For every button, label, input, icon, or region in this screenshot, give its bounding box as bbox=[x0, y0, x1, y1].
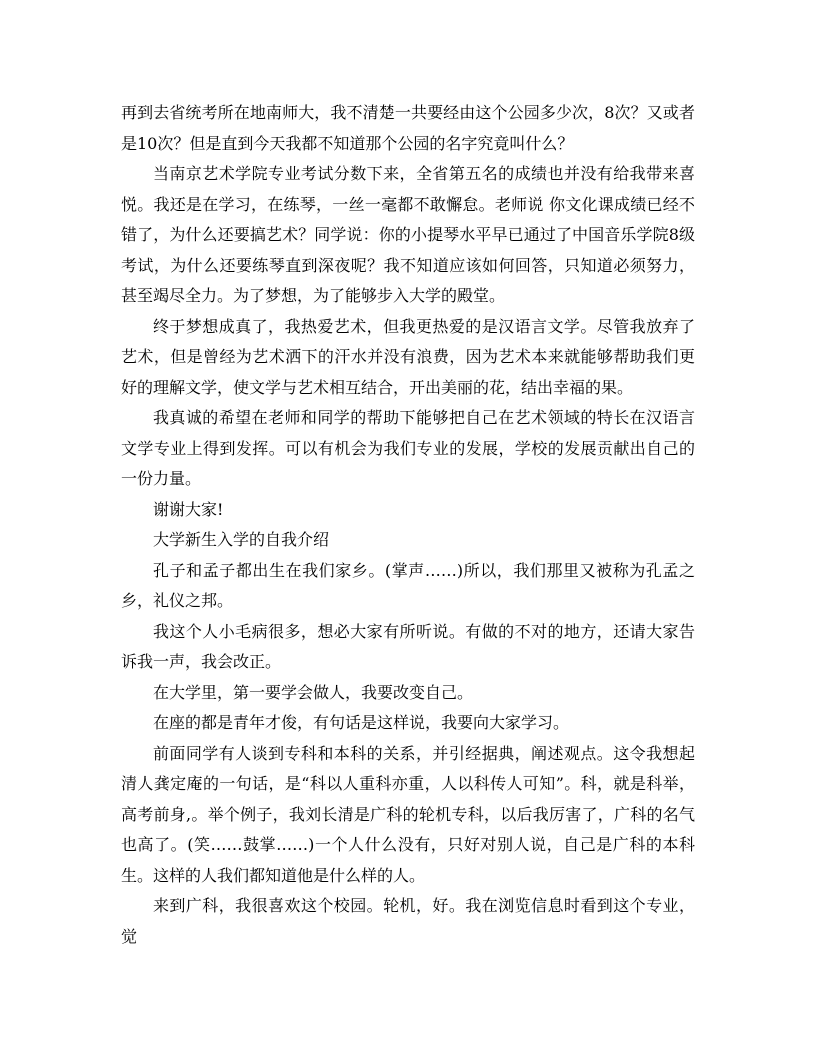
paragraph-10: 在座的都是青年才俊，有句话是这样说，我要向大家学习。 bbox=[153, 713, 570, 732]
paragraph-11: 前面同学有人谈到专科和本科的关系，并引经据典，阐述观点。这令我想起清人龚定庵的一句话，是“科以人重科亦重，人以科传人可知”。科，就是科举，高考前身,。举个例子，我刘长清是广科的轮机专科，以后我厉害了，广科的名气也高了。(笑……鼓掌……)一个人什么没有，只好对别人说，自己是广科的本科生。这样的人我们都知道他是什么样的人。 bbox=[121, 743, 695, 885]
paragraph-4: 我真诚的希望在老师和同学的帮助下能够把自己在艺术领域的特长在汉语言文学专业上得到发挥。可以有机会为我们专业的发展，学校的发展贡献出自己的一份力量。 bbox=[121, 408, 695, 488]
paragraph-2: 当南京艺术学院专业考试分数下来，全省第五名的成绩也并没有给我带来喜悦。我还是在学习，在练琴，一丝一毫都不敢懈怠。老师说 你文化课成绩已经不错了，为什么还要搞艺术？同学说：你的小提琴水平早已通过了中国音乐学院8级考试，为什么还要练琴直到深夜呢？我不知道应该如何回答，只知道必须努力，甚至竭尽全力。为了梦想，为了能够步入大学的殿堂。 bbox=[121, 164, 695, 305]
paragraph-8: 我这个人小毛病很多，想必大家有所听说。有做的不对的地方，还请大家告诉我一声，我会改正。 bbox=[121, 621, 695, 671]
document-body bbox=[121, 98, 695, 952]
paragraph-5: 谢谢大家! bbox=[153, 499, 224, 519]
paragraph-1: 再到去省统考所在地南师大，我不清楚一共要经由这个公园多少次，8次？又或者是10次？但是直到今天我都不知道那个公园的名字究竟叫什么？ bbox=[121, 103, 695, 153]
section-heading: 大学新生入学的自我介绍 bbox=[153, 530, 330, 549]
paragraph-9: 在大学里，第一要学会做人，我要改变自己。 bbox=[153, 682, 474, 702]
paragraph-7: 孔子和孟子都出生在我们家乡。(掌声……)所以，我们那里又被称为孔孟之乡，礼仪之邦。 bbox=[121, 560, 695, 610]
paragraph-12: 来到广科，我很喜欢这个校园。轮机，好。我在浏览信息时看到这个专业，觉 bbox=[121, 896, 695, 946]
paragraph-3: 终于梦想成真了，我热爱艺术，但我更热爱的是汉语言文学。尽管我放弃了艺术，但是曾经为艺术洒下的汗水并没有浪费，因为艺术本来就能够帮助我们更好的理解文学，使文学与艺术相互结合，开出美丽的花，结出幸福的果。 bbox=[121, 316, 695, 397]
